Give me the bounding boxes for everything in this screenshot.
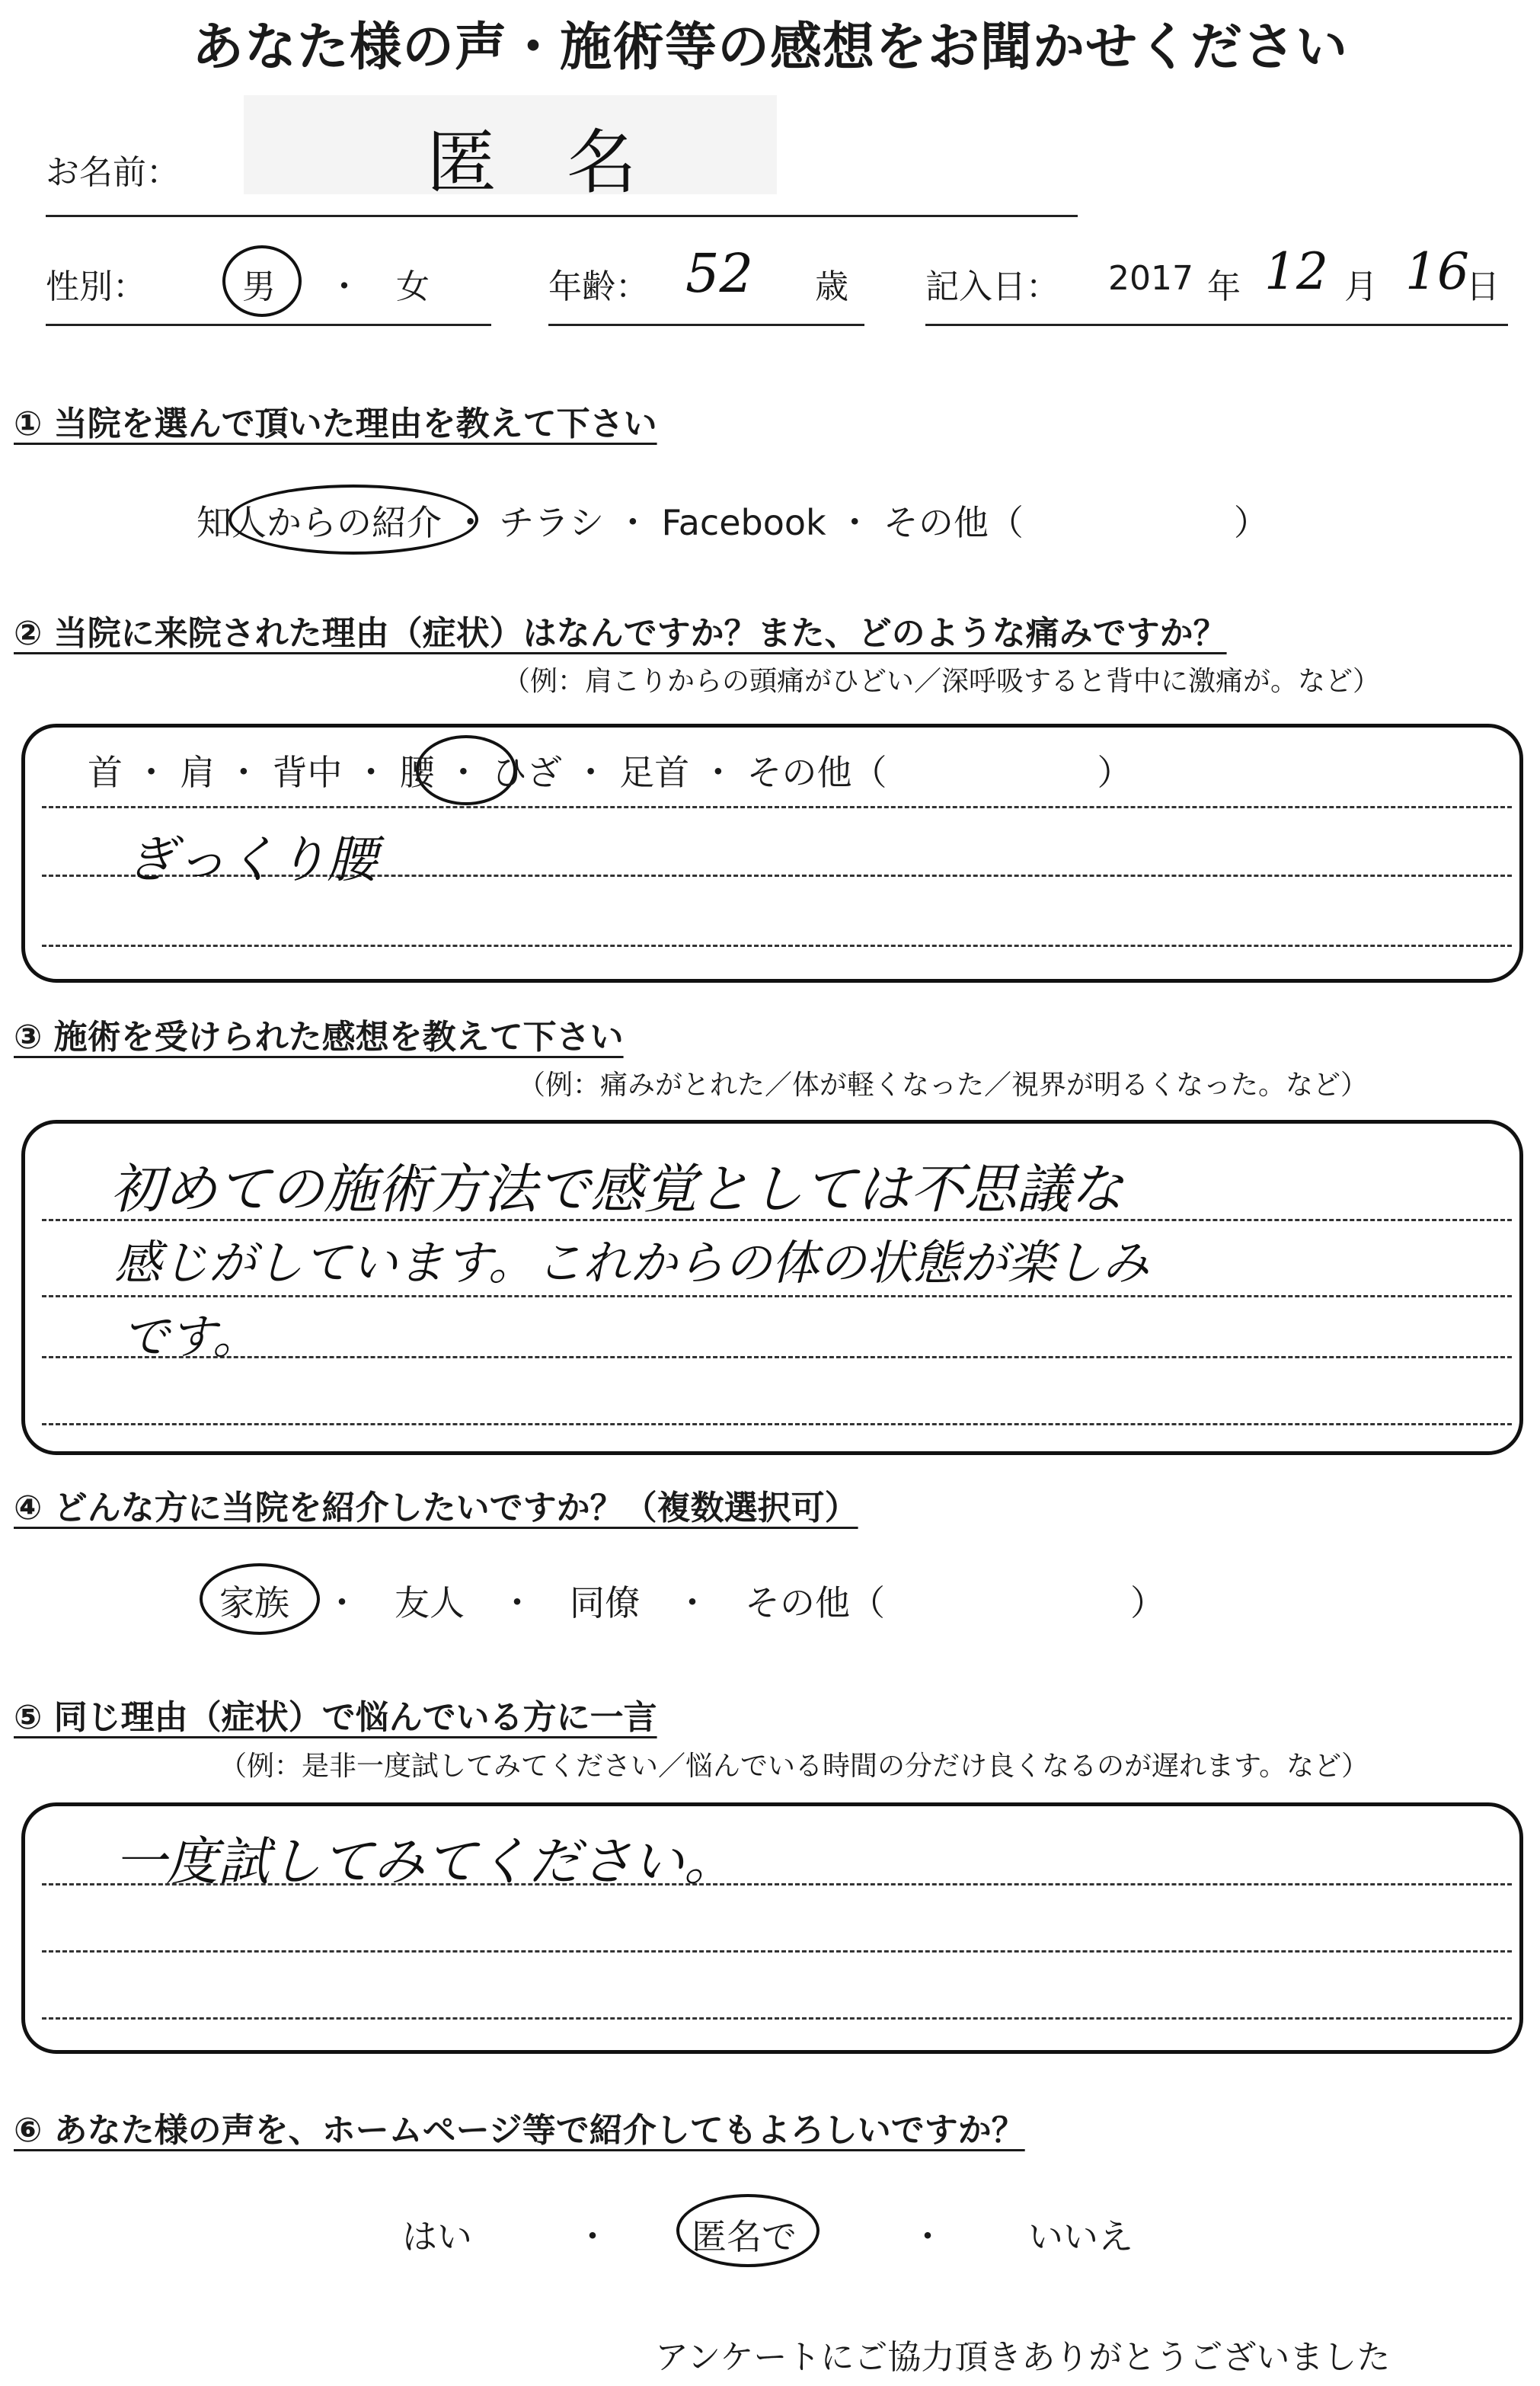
gender-dot: ・ — [327, 267, 361, 306]
q6-dot-1: ・ — [575, 2216, 610, 2257]
q5-title: ⑤ 同じ理由（症状）で悩んでいる方に一言 — [14, 1698, 657, 1737]
q6-option-no: いいえ — [1028, 2216, 1133, 2257]
q3-answer-line-2: 感じがしています。これからの体の状態が楽しみ — [114, 1235, 1150, 1291]
date-day-unit: 日 — [1466, 267, 1500, 306]
age-label: 年齢： — [548, 267, 649, 306]
q3-dashed-line — [42, 1295, 1512, 1297]
date-year: 2017 — [1108, 259, 1193, 298]
q3-dashed-line — [42, 1423, 1512, 1425]
q3-title: ③ 施術を受けられた感想を教えて下さい — [14, 1018, 624, 1057]
q6-dot-2: ・ — [910, 2216, 945, 2257]
age-underline — [548, 324, 864, 326]
q5-answer: 一度試してみてください。 — [114, 1832, 736, 1892]
q3-answer-line-1: 初めての施術方法で感覚としては不思議な — [110, 1158, 1123, 1220]
gender-label: 性別： — [46, 267, 146, 306]
q5-dashed-line — [42, 2017, 1512, 2020]
q2-options: 首 ・ 肩 ・ 背中 ・ 腰 ・ ひざ ・ 足首 ・ その他（ ） — [88, 752, 1133, 793]
q2-title: ② 当院に来院された理由（症状）はなんですか？また、どのような痛みですか？ — [14, 614, 1227, 653]
gender-female: 女 — [396, 267, 430, 306]
date-label: 記入日： — [925, 267, 1059, 306]
q4-options: 家族 ・ 友人 ・ 同僚 ・ その他（ ） — [219, 1582, 1165, 1623]
age-value: 52 — [685, 242, 754, 305]
q2-answer: ぎっくり腰 — [126, 830, 377, 889]
q3-answer-line-3: です。 — [122, 1309, 260, 1364]
age-unit: 歳 — [815, 267, 848, 306]
q6-option-yes: はい — [402, 2216, 472, 2257]
date-month-unit: 月 — [1344, 267, 1378, 306]
date-year-unit: 年 — [1207, 267, 1241, 306]
footer-thanks: アンケートにご協力頂きありがとうございました — [655, 2338, 1391, 2377]
name-underline — [46, 215, 1078, 217]
q4-title: ④ どんな方に当院を紹介したいですか？（複数選択可） — [14, 1489, 858, 1527]
q3-example: （例：痛みがとれた／体が軽くなった／視界が明るくなった。など） — [518, 1070, 1369, 1101]
q1-title: ① 当院を選んで頂いた理由を教えて下さい — [14, 405, 657, 443]
q3-dashed-line — [42, 1356, 1512, 1358]
q2-dashed-line — [42, 806, 1512, 808]
q5-example: （例：是非一度試してみてください／悩んでいる時間の分だけ良くなるのが遅れます。など） — [219, 1751, 1369, 1782]
gender-underline — [46, 324, 491, 326]
name-label: お名前： — [46, 153, 180, 192]
q6-title: ⑥ あなた様の声を、ホームページ等で紹介してもよろしいですか？ — [14, 2111, 1025, 2150]
q1-options: 知人からの紹介 ・ チラシ ・ Facebook ・ その他（ ） — [196, 502, 1269, 543]
q2-dashed-line — [42, 945, 1512, 947]
q2-example: （例：肩こりからの頭痛がひどい／深呼吸すると背中に激痛が。など） — [503, 666, 1381, 697]
gender-male: 男 — [242, 267, 276, 306]
q5-dashed-line — [42, 1950, 1512, 1953]
date-day: 16 — [1405, 242, 1469, 301]
name-value: 匿 名 — [427, 122, 637, 203]
survey-title: あなた様の声・施術等の感想をお聞かせください — [191, 18, 1348, 78]
q6-option-anon: 匿名で — [692, 2216, 797, 2257]
date-month: 12 — [1264, 242, 1328, 301]
date-underline — [925, 324, 1508, 326]
